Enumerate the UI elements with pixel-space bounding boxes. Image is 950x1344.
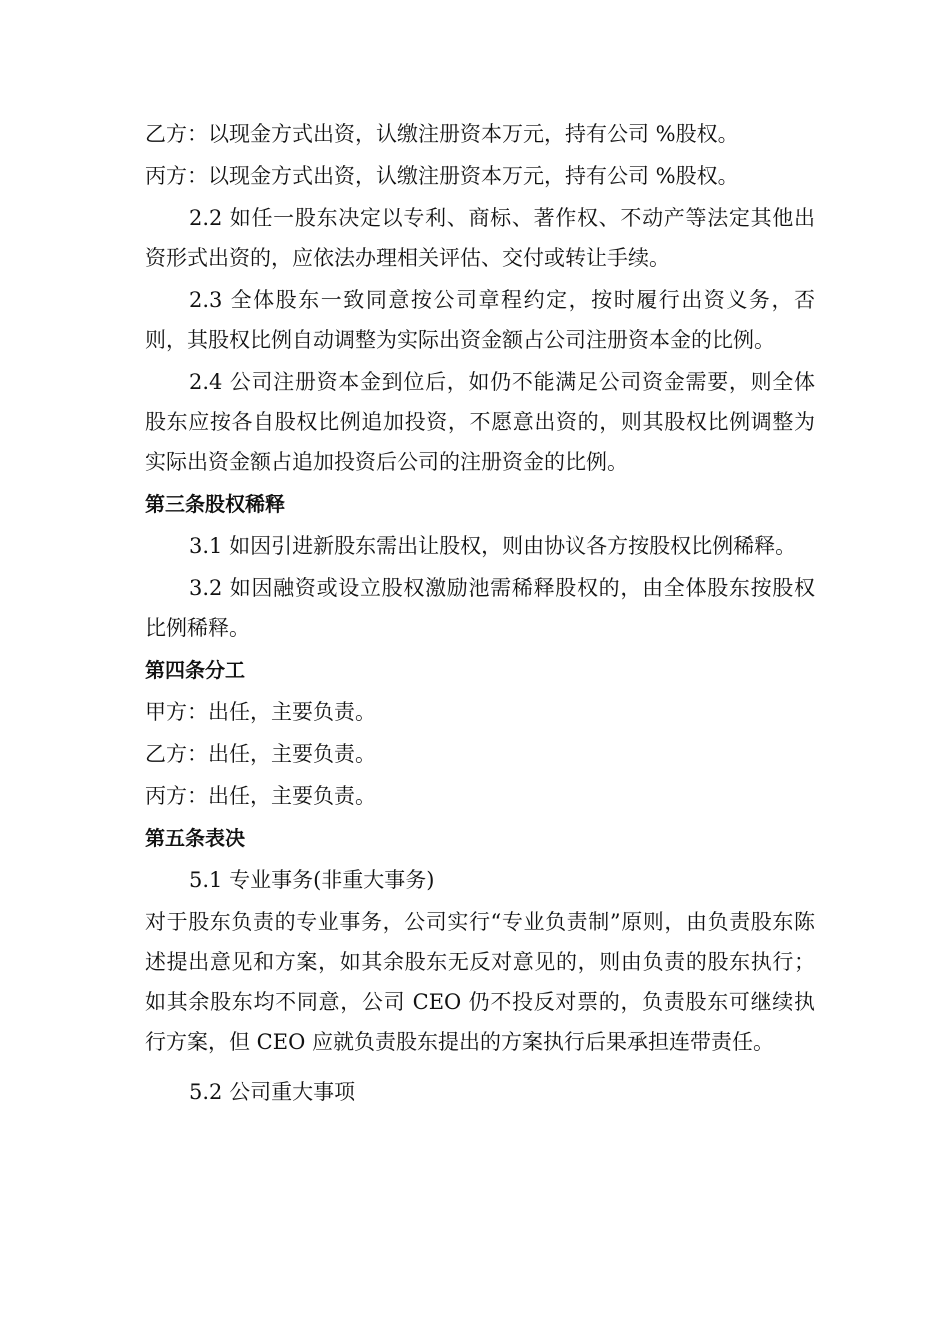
division-party-a: 甲方：出任，主要负责。 <box>145 700 376 724</box>
clause-2-3: 2.3 全体股东一致同意按公司章程约定，按时履行出资义务，否则，其股权比例自动调整为实际出资金额占公司注册资本金的比例。 <box>145 288 815 352</box>
division-party-b: 乙方：出任，主要负责。 <box>145 742 376 766</box>
clause-3-1: 3.1 如因引进新股东需出让股权，则由协议各方按股权比例稀释。 <box>189 534 797 558</box>
clause-2-4: 2.4 公司注册资本金到位后，如仍不能满足公司资金需要，则全体股东应按各自股权比例追加投资，不愿意出资的，则其股权比例调整为实际出资金额占追加投资后公司的注册资金的比例。 <box>145 370 815 474</box>
division-party-c: 丙方：出任，主要负责。 <box>145 784 376 808</box>
section-heading-article-5: 第五条表决 <box>145 826 245 850</box>
clause-2-2: 2.2 如任一股东决定以专利、商标、著作权、不动产等法定其他出资形式出资的，应依法办理相关评估、交付或转让手续。 <box>145 206 815 270</box>
section-heading-article-4: 第四条分工 <box>145 658 245 682</box>
clause-5-1-body: 对于股东负责的专业事务，公司实行“专业负责制”原则，由负责股东陈述提出意见和方案，如其余股东无反对意见的，则由负责的股东执行；如其余股东均不同意，公司 CEO 仍不投反对票的，负责股东可继续执行方案，但 CEO 应就负责股东提出的方案执行后果承担连带责任。 <box>145 910 815 1054</box>
clause-5-2-title: 5.2 公司重大事项 <box>189 1080 356 1104</box>
document-body <box>145 114 815 1114</box>
clause-5-1-title: 5.1 专业事务(非重大事务) <box>189 868 435 892</box>
section-heading-article-3: 第三条股权稀释 <box>145 492 285 516</box>
paragraph-party-b-capital: 乙方：以现金方式出资，认缴注册资本万元，持有公司 %股权。 <box>145 122 739 146</box>
paragraph-party-c-capital: 丙方：以现金方式出资，认缴注册资本万元，持有公司 %股权。 <box>145 164 739 188</box>
clause-3-2: 3.2 如因融资或设立股权激励池需稀释股权的，由全体股东按股权比例稀释。 <box>145 576 815 640</box>
